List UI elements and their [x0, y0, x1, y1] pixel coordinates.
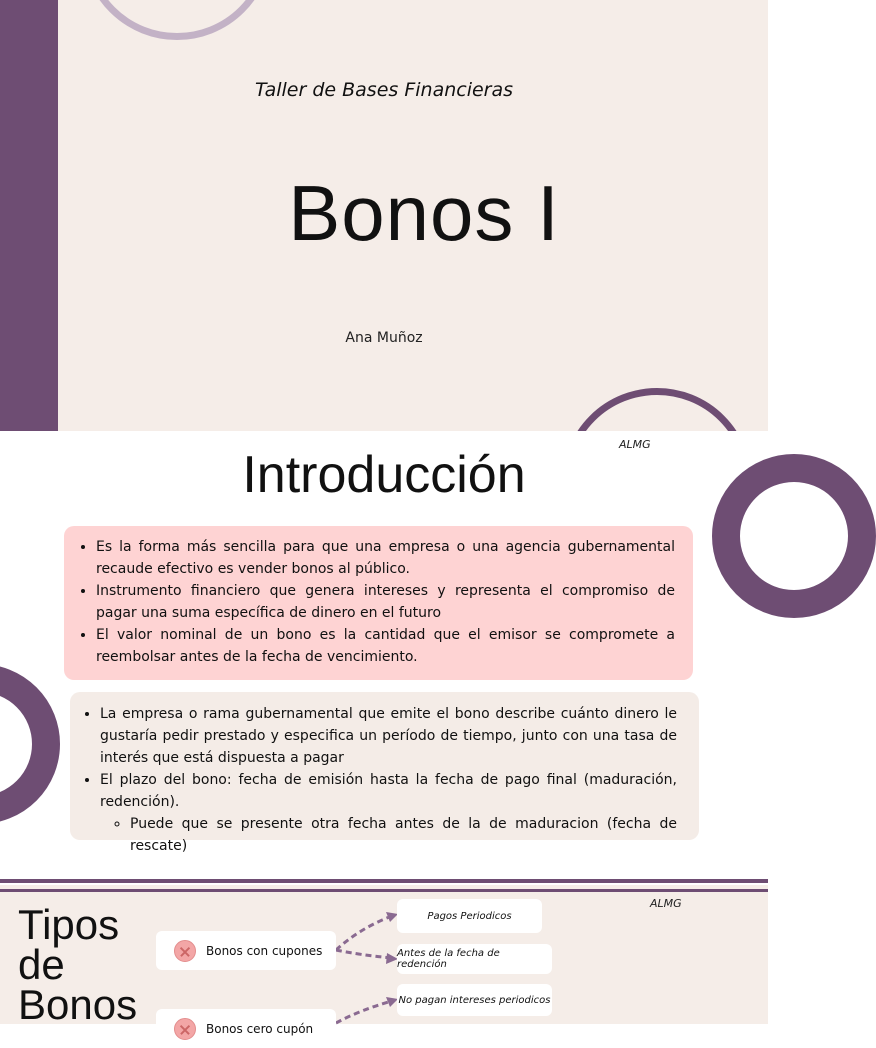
arrow-to-pagos: [336, 916, 392, 950]
slide-tag: ALMG: [650, 897, 682, 910]
intro-slide: [0, 431, 768, 863]
slide-title: Introducción: [242, 446, 526, 504]
list-item: • Instrumento financiero que genera intereses y representa el compromiso de pagar una suma específica de dinero en el futuro: [96, 580, 675, 624]
title-slide: [0, 0, 768, 431]
decorative-ring-top: [82, 0, 272, 40]
x-mark-icon: [174, 940, 196, 962]
node-label: Bonos cero cupón: [206, 1021, 314, 1036]
connector-arrows: [0, 863, 768, 1028]
list-item: [100, 769, 677, 857]
definition-box: [64, 526, 693, 680]
author-name: Ana Muñoz: [345, 330, 423, 346]
bond-types-slide: [0, 863, 768, 1036]
list-item: • La empresa o rama gubernamental que emite el bono describe cuánto dinero le gustaría pedir prestado y especifica un período de tiempo, junto con una tasa de interés que está dispuesta a pagar: [100, 703, 677, 769]
title-line: Tipos: [18, 901, 120, 948]
x-mark-icon: [174, 1018, 196, 1040]
bond-type-node-zero-coupon: [156, 1009, 336, 1048]
list-item-text: El plazo del bono: fecha de emisión hasta la fecha de pago final (maduración, redención).: [100, 772, 677, 810]
title-line: de: [18, 941, 65, 988]
details-list: [82, 703, 677, 857]
list-item: • El valor nominal de un bono es la cantidad que el emisor se compromete a reembolsar antes de la fecha de vencimiento.: [96, 624, 675, 668]
slide-tag: ALMG: [619, 438, 651, 451]
decorative-ring-left: [0, 664, 60, 824]
details-box: [70, 692, 699, 854]
sub-list-item: ◦ Puede que se presente otra fecha antes de la de maduracion (fecha de rescate): [130, 813, 677, 857]
list-item: • Es la forma más sencilla para que una empresa o una agencia gubernamental recaude efectivo es vender bonos al público.: [96, 536, 675, 580]
leaf-node-antes: Antes de la fecha de redención: [397, 944, 552, 974]
title-line: Bonos: [18, 981, 138, 1028]
definition-list: [78, 536, 675, 668]
arrow-to-no-pagan: [336, 1001, 392, 1023]
node-label: Bonos con cupones: [206, 943, 323, 958]
leaf-node-no-pagan: No pagan intereses periodicos: [397, 984, 552, 1016]
arrow-to-antes: [336, 950, 392, 958]
workshop-subtitle: Taller de Bases Financieras: [254, 79, 514, 101]
sub-list: [100, 813, 677, 857]
leaf-node-pagos: Pagos Periodicos: [397, 899, 542, 933]
presentation-title: Bonos I: [288, 169, 560, 257]
bond-type-node-coupon: [156, 931, 336, 970]
